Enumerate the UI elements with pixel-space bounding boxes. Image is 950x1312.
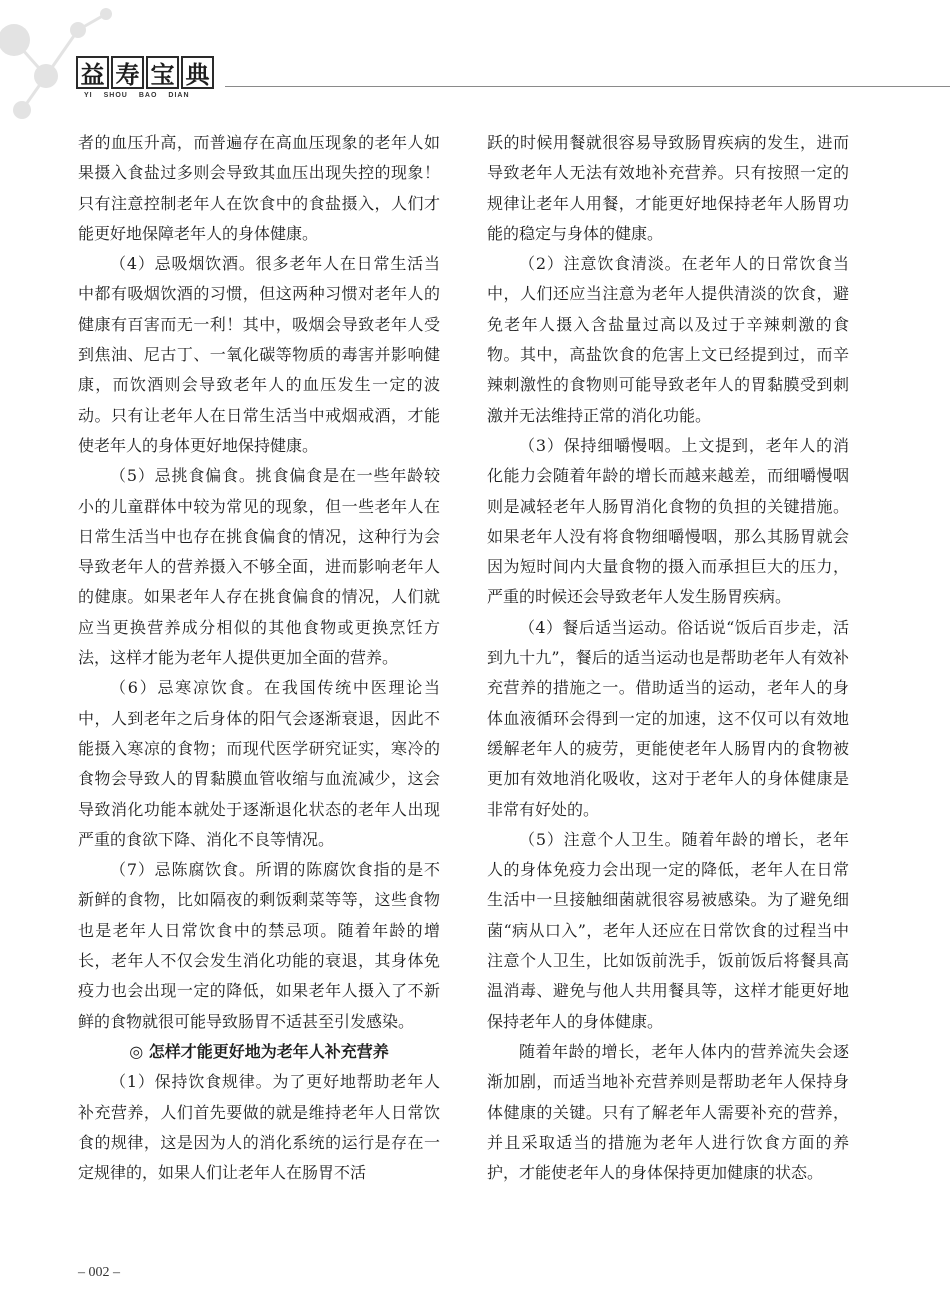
paragraph: 者的血压升高，而普遍存在高血压现象的老年人如果摄入食盐过多则会导致其血压出现失控的现象！只有注意控制老年人在饮食中的食盐摄入，人们才能更好地保障老年人的身体健康。 bbox=[78, 133, 440, 243]
header-rule bbox=[225, 86, 950, 87]
paragraph: （4）餐后适当运动。俗话说“饭后百步走，活到九十九”，餐后的适当运动也是帮助老年人有效补充营养的措施之一。借助适当的运动，老年人的身体血液循环会得到一定的加速，这不仅可以有效地缓解老年人的疲劳，更能使老年人肠胃内的食物被更加有效地消化吸收，这对于老年人的身体健康是非常有好处的。 bbox=[487, 617, 849, 819]
paragraph: （6）忌寒凉饮食。在我国传统中医理论当中，人到老年之后身体的阳气会逐渐衰退，因此不能摄入寒凉的食物；而现代医学研究证实，寒冷的食物会导致人的胃黏膜血管收缩与血流减少，这会导致消化功能本就处于逐渐退化状态的老年人出现严重的食欲下降、消化不良等情况。 bbox=[78, 678, 440, 849]
paragraph: （3）保持细嚼慢咽。上文提到，老年人的消化能力会随着年龄的增长而越来越差，而细嚼慢咽则是减轻老年人肠胃消化食物的负担的关键措施。如果老年人没有将食物细嚼慢咽，那么其肠胃就会因为短时间内大量食物的摄入而承担巨大的压力，严重的时候还会导致老年人发生肠胃疾病。 bbox=[487, 435, 849, 607]
pinyin-syllable: DIAN bbox=[168, 92, 190, 99]
masthead-char: 益 bbox=[76, 56, 109, 89]
masthead-pinyin bbox=[84, 92, 190, 99]
paragraph: （1）保持饮食规律。为了更好地帮助老年人补充营养，人们首先要做的就是维持老年人日常饮食的规律，这是因为人的消化系统的运行是存在一定规律的，如果人们让老年人在肠胃不活 bbox=[78, 1072, 440, 1183]
paragraph: 随着年龄的增长，老年人体内的营养流失会逐渐加剧，而适当地补充营养则是帮助老年人保持身体健康的关键。只有了解老年人需要补充的营养，并且采取适当的措施为老年人进行饮食方面的养护，才能使老年人的身体保持更加健康的状态。 bbox=[487, 1041, 849, 1183]
paragraph: （2）注意饮食清淡。在老年人的日常饮食当中，人们还应当注意为老年人提供清淡的饮食，避免老年人摄入含盐量过高以及过于辛辣刺激的食物。其中，高盐饮食的危害上文已经提到过，而辛辣刺激性的食物则可能导致老年人的胃黏膜受到刺激并无法维持正常的消化功能。 bbox=[487, 254, 849, 425]
masthead-char: 寿 bbox=[111, 56, 144, 89]
paragraph: （5）忌挑食偏食。挑食偏食是在一些年龄较小的儿童群体中较为常见的现象，但一些老年人在日常生活当中也存在挑食偏食的情况，这种行为会导致老年人的营养摄入不够全面，进而影响老年人的健康。如果老年人存在挑食偏食的情况，人们就应当更换营养成分相似的其他食物或更换烹饪方法，这样才能为老年人提供更加全面的营养。 bbox=[78, 466, 440, 668]
masthead-char: 典 bbox=[181, 56, 214, 89]
left-column bbox=[78, 128, 440, 1188]
pinyin-syllable: YI bbox=[84, 92, 93, 99]
paragraph: 跃的时候用餐就很容易导致肠胃疾病的发生，进而导致老年人无法有效地补充营养。只有按照一定的规律让老年人用餐，才能更好地保持老年人肠胃功能的稳定与身体的健康。 bbox=[487, 133, 849, 243]
pinyin-syllable: BAO bbox=[138, 92, 158, 99]
pinyin-syllable: SHOU bbox=[103, 92, 128, 99]
right-column bbox=[487, 128, 849, 1188]
paragraph: （7）忌陈腐饮食。所谓的陈腐饮食指的是不新鲜的食物，比如隔夜的剩饭剩菜等等，这些食物也是老年人日常饮食中的禁忌项。随着年龄的增长，老年人不仅会发生消化功能的衰退，其身体免疫力也会出现一定的降低，如果老年人摄入了不新鲜的食物就很可能导致肠胃不适甚至引发感染。 bbox=[78, 860, 440, 1031]
masthead-title bbox=[76, 56, 214, 89]
page-number: – 002 – bbox=[78, 1265, 120, 1280]
section-heading: ◎ 怎样才能更好地为老年人补充营养 bbox=[129, 1041, 389, 1061]
paragraph: （4）忌吸烟饮酒。很多老年人在日常生活当中都有吸烟饮酒的习惯，但这两种习惯对老年人的健康有百害而无一利！其中，吸烟会导致老年人受到焦油、尼古丁、一氧化碳等物质的毒害并影响健康，而饮酒则会导致老年人的血压发生一定的波动。只有让老年人在日常生活当中戒烟戒酒，才能使老年人的身体更好地保持健康。 bbox=[78, 254, 440, 455]
paragraph: （5）注意个人卫生。随着年龄的增长，老年人的身体免疫力会出现一定的降低，老年人在日常生活中一旦接触细菌就很容易被感染。为了避免细菌“病从口入”，老年人还应在日常饮食的过程当中注意个人卫生，比如饭前洗手，饭前饭后将餐具高温消毒、避免与他人共用餐具等，这样才能更好地保持老年人的身体健康。 bbox=[487, 829, 849, 1031]
masthead-char: 宝 bbox=[146, 56, 179, 89]
